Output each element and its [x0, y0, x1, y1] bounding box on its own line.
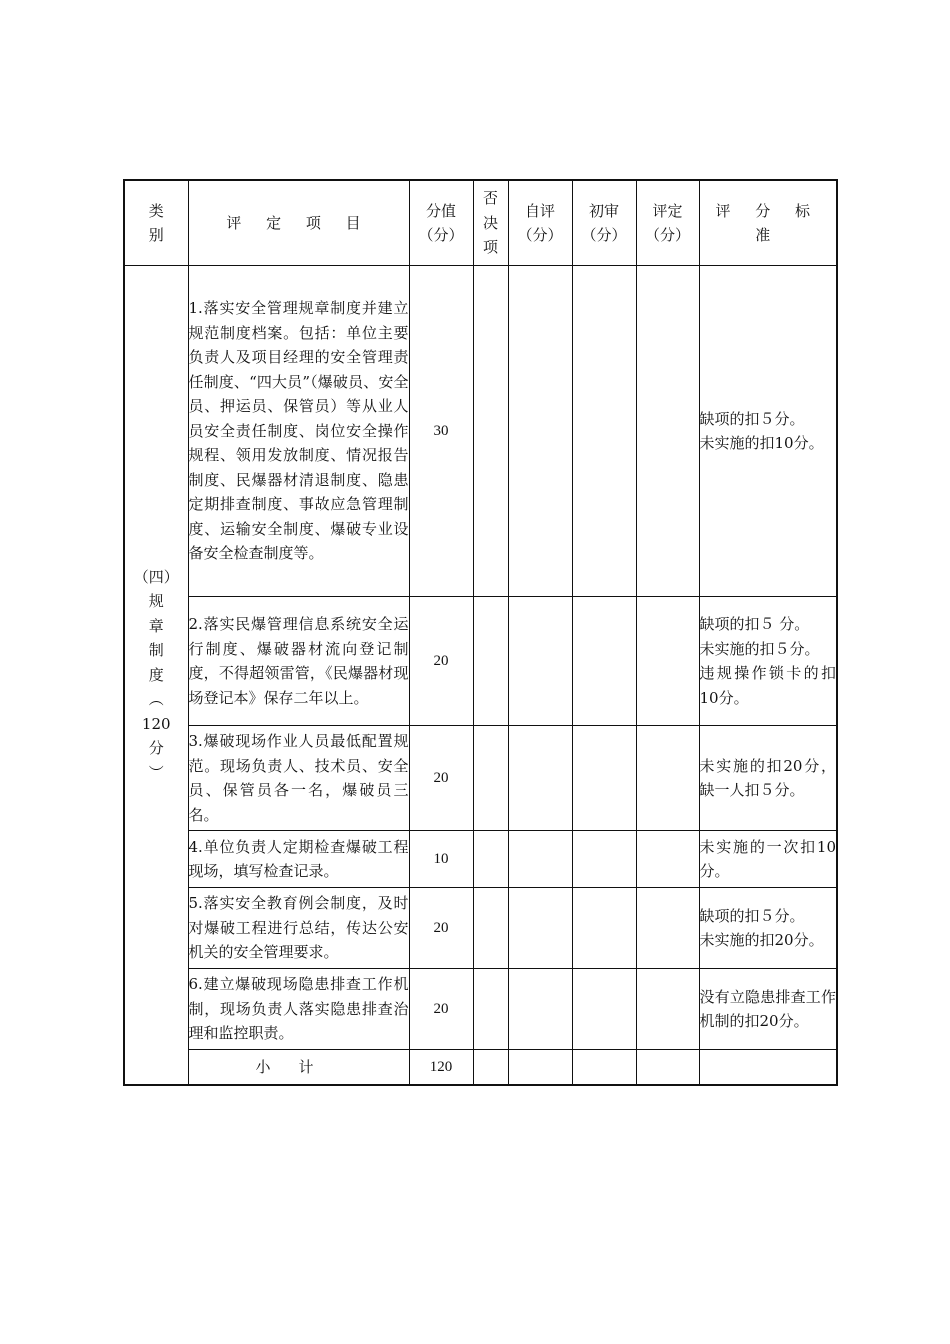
veto-cell — [473, 726, 508, 831]
final-eval-cell — [636, 831, 699, 888]
header-row — [124, 180, 837, 266]
self-eval-cell — [508, 1050, 572, 1086]
item-cell: 5.落实安全教育例会制度，及时对爆破工程进行总结，传达公安机关的安全管理要求。 — [188, 888, 409, 969]
header-standard-label: 评 分 标 准 — [715, 201, 821, 244]
table-row — [124, 969, 837, 1050]
item-cell: 6.建立爆破现场隐患排查工作机制，现场负责人落实隐患排查治理和监控职责。 — [188, 969, 409, 1050]
header-category: 类 别 — [124, 180, 188, 266]
score-cell: 20 — [409, 888, 473, 969]
self-eval-cell — [508, 266, 572, 597]
veto-cell — [473, 266, 508, 597]
final-eval-cell — [636, 266, 699, 597]
header-veto: 否 决 项 — [473, 180, 508, 266]
standard-cell — [699, 1050, 837, 1086]
self-eval-cell — [508, 726, 572, 831]
self-eval-cell — [508, 597, 572, 726]
subtotal-row — [124, 1050, 837, 1086]
category-cell: （四） 规 章 制 度 ︵ 120 分 ︶ — [124, 266, 188, 1086]
final-eval-cell — [636, 597, 699, 726]
table-row — [124, 888, 837, 969]
table-row — [124, 597, 837, 726]
standard-cell: 缺项的扣５ 分。 未实施的扣５分。 违规操作锁卡的扣10分。 — [699, 597, 837, 726]
initial-review-cell — [572, 266, 636, 597]
subtotal-label: 小计 — [188, 1050, 409, 1086]
score-cell: 10 — [409, 831, 473, 888]
standard-cell: 未实施的扣20分，缺一人扣５分。 — [699, 726, 837, 831]
subtotal-value: 120 — [409, 1050, 473, 1086]
score-cell: 20 — [409, 597, 473, 726]
veto-cell — [473, 597, 508, 726]
initial-review-cell — [572, 726, 636, 831]
header-final-eval: 评定 （分） — [636, 180, 699, 266]
final-eval-cell — [636, 969, 699, 1050]
standard-cell: 没有立隐患排查工作机制的扣20分。 — [699, 969, 837, 1050]
initial-review-cell — [572, 969, 636, 1050]
veto-cell — [473, 888, 508, 969]
header-item-label: 评 定 项 目 — [226, 213, 371, 232]
veto-cell — [473, 969, 508, 1050]
self-eval-cell — [508, 888, 572, 969]
veto-cell — [473, 831, 508, 888]
item-cell: 4.单位负责人定期检查爆破工程现场，填写检查记录。 — [188, 831, 409, 888]
table-row — [124, 726, 837, 831]
item-cell: 2.落实民爆管理信息系统安全运行制度、爆破器材流向登记制度，不得超领雷管，《民爆器材现场登记本》保存二年以上。 — [188, 597, 409, 726]
final-eval-cell — [636, 888, 699, 969]
initial-review-cell — [572, 888, 636, 969]
self-eval-cell — [508, 831, 572, 888]
initial-review-cell — [572, 831, 636, 888]
header-standard — [699, 180, 837, 266]
table-row — [124, 266, 837, 597]
table-row — [124, 831, 837, 888]
header-score: 分值 （分） — [409, 180, 473, 266]
score-cell: 20 — [409, 969, 473, 1050]
initial-review-cell — [572, 1050, 636, 1086]
item-cell: 3.爆破现场作业人员最低配置规范。现场负责人、技术员、安全员、保管员各一名，爆破员三名。 — [188, 726, 409, 831]
initial-review-cell — [572, 597, 636, 726]
item-cell: 1.落实安全管理规章制度并建立规范制度档案。包括：单位主要负责人及项目经理的安全管理责任制度、“四大员”（爆破员、安全员、押运员、保管员）等从业人员安全责任制度、岗位安全操作规程、领用发放制度、情况报告制度、民爆器材清退制度、隐患定期排查制度、事故应急管理制度、运输安全制度、爆破专业设备安全检查制度等。 — [188, 266, 409, 597]
veto-cell — [473, 1050, 508, 1086]
score-cell: 30 — [409, 266, 473, 597]
evaluation-table — [123, 179, 838, 1086]
header-initial-review: 初审 （分） — [572, 180, 636, 266]
header-self-eval: 自评 （分） — [508, 180, 572, 266]
standard-cell: 未实施的一次扣10分。 — [699, 831, 837, 888]
standard-cell: 缺项的扣５分。 未实施的扣20分。 — [699, 888, 837, 969]
standard-cell: 缺项的扣５分。 未实施的扣10分。 — [699, 266, 837, 597]
score-cell: 20 — [409, 726, 473, 831]
header-item — [188, 180, 409, 266]
final-eval-cell — [636, 726, 699, 831]
self-eval-cell — [508, 969, 572, 1050]
final-eval-cell — [636, 1050, 699, 1086]
